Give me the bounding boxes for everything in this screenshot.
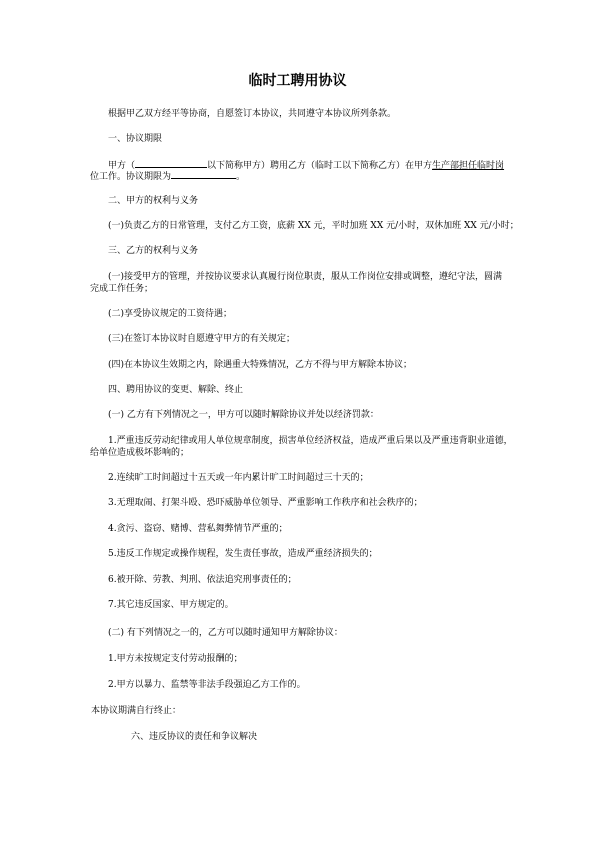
section-4-termination: 本协议期满自行终止：	[91, 706, 182, 716]
section-4-b-item-1: 1.甲方未按规定支付劳动报酬的；	[108, 654, 243, 664]
term-label: 位工作。协议期限为	[90, 172, 172, 182]
section-4-a-item-3: 3.无理取闹、打架斗殴、恐吓威胁单位领导、严重影响工作秩序和社会秩序的；	[108, 498, 423, 508]
section-4-a-item-2: 2.连续旷工时间超过十五天或一年内累计旷工时间超过三十天的；	[108, 473, 369, 483]
section-4-a-item-4: 4.贪污、盗窃、赌博、营私舞弊情节严重的；	[108, 524, 288, 534]
position-text: 生产部担任临时岗	[432, 161, 505, 171]
intro-paragraph: 根据甲乙双方经平等协商，自愿签订本协议，共同遵守本协议所列条款。	[108, 109, 397, 119]
section-4-a-item-1-line-1: 1.严重违反劳动纪律或用人单位规章制度，损害单位经济权益，造成严重后果以及严重违背职业道德，	[108, 436, 513, 446]
section-3-paragraph-1-line-1: (一)接受甲方的管理，并按协议要求认真履行岗位职责，服从工作岗位安排或调整，遵纪守法，圆满	[108, 272, 503, 282]
section-3-heading: 三、乙方的权利与义务	[108, 246, 199, 256]
section-4-b-item-2: 2.甲方以暴力、监禁等非法手段强迫乙方工作的。	[108, 680, 306, 690]
section-4-b-heading: (二) 有下列情况之一的，乙方可以随时通知甲方解除协议：	[108, 628, 343, 638]
section-4-a-heading: (一) 乙方有下列情况之一，甲方可以随时解除协议并处以经济罚款：	[108, 410, 379, 420]
section-3-paragraph-4: (四)在本协议生效期之内，除遇重大特殊情况，乙方不得与甲方解除本协议；	[108, 360, 413, 370]
party-a-name-field[interactable]	[135, 158, 207, 168]
section-4-a-item-7: 7.其它违反国家、甲方规定的。	[108, 600, 234, 610]
section-4-a-item-5: 5.违反工作规定或操作规程，发生责任事故，造成严重经济损失的；	[108, 549, 378, 559]
section-2-heading: 二、甲方的权利与义务	[108, 196, 199, 206]
section-6-heading: 六、违反协议的责任和争议解决	[131, 732, 258, 742]
section-4-heading: 四、聘用协议的变更、解除、终止	[108, 385, 244, 395]
section-3-paragraph-2: (二)享受协议规定的工资待遇；	[108, 309, 233, 319]
section-3-paragraph-1-line-2: 完成工作任务；	[90, 284, 154, 294]
section-1-line-2	[90, 169, 245, 183]
section-4-a-item-1-line-2: 给单位造成极坏影响的；	[90, 448, 190, 458]
term-end: 。	[236, 172, 246, 182]
employment-text: 以下简称甲方）聘用乙方（临时工以下简称乙方）在甲方	[207, 161, 433, 171]
party-a-label: 甲方（	[108, 161, 136, 171]
section-3-paragraph-3: (三)在签订本协议时自愿遵守甲方的有关规定；	[108, 334, 296, 344]
document-title: 临时工聘用协议	[248, 73, 347, 89]
section-4-a-item-6: 6.被开除、劳教、判刑、依法追究刑事责任的；	[108, 575, 297, 585]
term-field[interactable]	[171, 169, 236, 179]
section-1-heading: 一、协议期限	[108, 134, 163, 144]
section-2-paragraph-1: (一)负责乙方的日常管理，支付乙方工资，底薪 XX 元，平时加班 XX 元/小时，双休加班 XX 元/小时；	[108, 221, 519, 231]
